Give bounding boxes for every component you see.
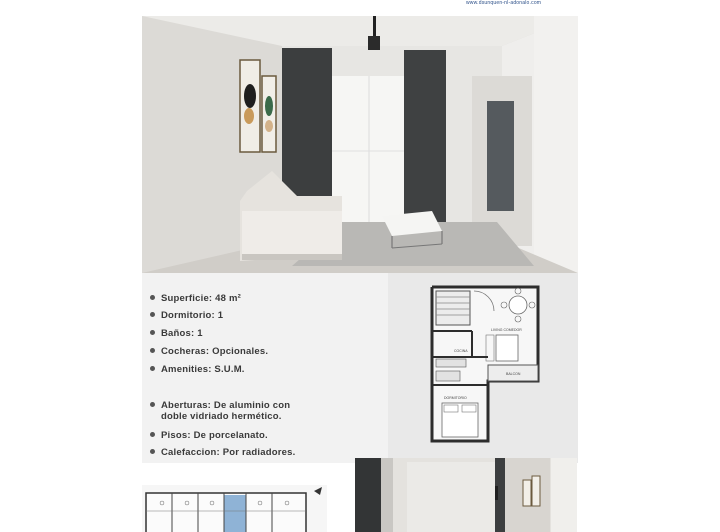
living-room-photo (142, 16, 578, 273)
spec-openings: Aberturas: De aluminio con doble vidriado hermético. (150, 400, 290, 422)
spec-garages: Cocheras: Opcionales. (150, 346, 268, 357)
bullet-icon (150, 402, 155, 407)
plan-label-kitchen: COCINA (454, 349, 468, 353)
bullet-icon (150, 295, 155, 300)
spec-surface: Superficie: 48 m² (150, 293, 241, 304)
bullet-icon (150, 449, 155, 454)
spec-bedroom: Dormitorio: 1 (150, 310, 223, 321)
plan-label-bedroom: DORMITORIO (444, 396, 467, 400)
spec-heating: Calefaccion: Por radiadores. (150, 447, 295, 458)
bullet-icon (150, 348, 155, 353)
spec-amenities: Amenities: S.U.M. (150, 364, 245, 375)
bullet-icon (150, 312, 155, 317)
specs-panel (142, 273, 388, 463)
website-url (466, 0, 580, 6)
plan-label-balcony: BALCON (506, 372, 521, 376)
bullet-icon (150, 432, 155, 437)
plan-label-living: LIVING COMEDOR (491, 328, 522, 332)
spec-floors: Pisos: De porcelanato. (150, 430, 268, 441)
floor-plan (388, 273, 578, 463)
bullet-icon (150, 366, 155, 371)
website-url-text: www.dsunquen-nl-adonalo.com (466, 0, 542, 6)
spec-bathrooms: Baños: 1 (150, 328, 203, 339)
bedroom-photo (355, 458, 577, 532)
bullet-icon (150, 330, 155, 335)
building-floor-plan (142, 485, 327, 532)
